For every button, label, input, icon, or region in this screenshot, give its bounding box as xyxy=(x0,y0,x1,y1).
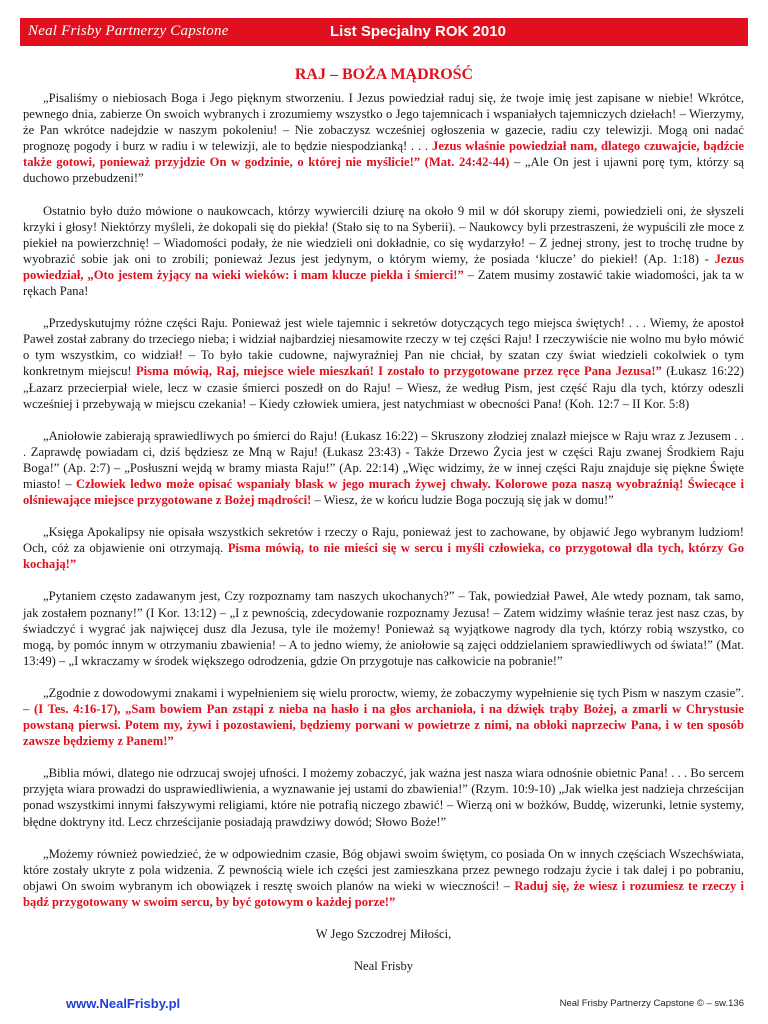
paragraph-3 xyxy=(23,315,744,412)
paragraph-8 xyxy=(23,765,744,829)
text-run: „Możemy również powiedzieć, że w odpowiednim czasie, Bóg objawi swoim świętym, co posiada On w innych częściach Wszechświata, które zostały ukryte z pola widzenia. Z pewnością wiele ich części jest zamieszkana przez pewnego rodzaju życie i tak dalej i po pobraniu, objawi On swoim wybranym ich obowiązek i resztę swoich planów na wieki w wieczności! – xyxy=(23,846,744,893)
brand-title: Neal Frisby Partnerzy Capstone xyxy=(28,23,229,39)
text-run: – Wiesz, że w końcu ludzie Boga poczują się jak w domu!” xyxy=(311,493,614,508)
paragraph-6 xyxy=(23,588,744,668)
paragraph-9 xyxy=(23,846,744,910)
closing-line: W Jego Szczodrej Miłości, xyxy=(315,927,452,942)
paragraph-4 xyxy=(23,428,744,508)
paragraph-2 xyxy=(23,203,744,300)
paragraph-1 xyxy=(23,90,744,187)
text-run: „Pisaliśmy o niebiosach Boga i Jego pięknym stworzeniu. I Jezus powiedział raduj się, że twoje imię jest zapisane w niebie! Wkrótce, pewnego dnia, zabierze On swoich wybranych i zrozumiemy wszystko o Jego tajemnicach i wspaniałych tajemniczych dziełach! – Wierzymy, że Pan wkrótce nadejdzie w naszym pokoleniu! – Nie zobaczysz wcześniej ogłoszenia w gazecie, radiu czy telewizji. Mogą oni nadać prognozę pogody i burz w radiu i w telewizji, ale to będzie niespodzianką! . . . xyxy=(23,91,744,154)
text-run: „Biblia mówi, dlatego nie odrzucaj swojej ufności. I możemy zobaczyć, jak ważna jest nasza wiara odnośnie obietnic Pana! . . . Bo sercem przyjęta wiara prowadzi do usprawiedliwienia, a wyznawanie jej ustami do zbawienia!” (Rzym. 10:9-10) „Jak wielka jest nadzieja chrześcijan ponad wszystkimi innymi fałszywymi religiami, które nie potrafią niczego zbawić! – Wierzą oni w bożków, Buddę, wizerunki, letnie systemy, błędne doktryny itd. Lecz chrześcijanie posiadają prawdziwy dowód; Słowo Boże!” xyxy=(23,766,744,829)
highlight-text: Pisma mówią, to nie mieści się w sercu i myśli człowieka, co przygotował dla tych, którzy Go kochają!” xyxy=(23,541,744,572)
text-run: – Zatem musimy zostawić takie wiadomości, jak ta w rękach Pana! xyxy=(23,267,744,299)
website-link[interactable]: www.NealFrisby.pl xyxy=(66,996,181,1011)
highlight-text: Jezus powiedział, „Oto jestem żyjący na wieki wieków: i mam klucze piekła i śmierci!” xyxy=(23,251,744,282)
highlight-text: (I Tes. 4:16-17), „Sam bowiem Pan zstąpi z nieba na hasło i na głos archanioła, i na dźwięk trąby Bożej, a zmarli w Chrystusie powstaną pierwsi. Potem my, żywi i pozostawieni, będziemy porwani w powietrze z nimi, na obłoki naprzeciw Pana, i w ten sposób zawsze będziemy z Panem!” xyxy=(23,702,744,749)
letter-title: List Specjalny ROK 2010 xyxy=(330,23,506,40)
highlight-text: Człowiek ledwo może opisać wspaniały blask w jego murach żywej chwały. Kolorowe poza naszą wyobraźnią! Świecące i olśniewające miejsce przygotowane z Bożej mądrości! xyxy=(23,476,744,508)
text-run: „Aniołowie zabierają sprawiedliwych po śmierci do Raju! (Łukasz 16:22) – Skruszony złodziej znalazł miejsce w Raju wraz z Jezusem . . . Zaprawdę powiadam ci, dziś będziesz ze Mną w Raju! (Łukasz 23:43) - Także Drzewo Życia jest w części Raju zwanej Środkiem Raju Boga!” (Ap. 2:7) – „Posłuszni wejdą w bramy miasta Raju!” (Ap. 22:14) „Więc widzimy, że w innej części Raju znajduje się piękne Święte miasto! – xyxy=(23,428,744,491)
text-run: – „Ale On jest i ujawni porę tym, którzy są duchowo przebudzeni!” xyxy=(23,155,744,186)
copyright-note: Neal Frisby Partnerzy Capstone © – sw.136 xyxy=(559,998,744,1009)
highlight-text: Pisma mówią, Raj, miejsce wiele mieszkań! I zostało to przygotowane przez ręce Pana Jezusa!” xyxy=(135,364,662,379)
text-run: „Księga Apokalipsy nie opisała wszystkich sekretów i rzeczy o Raju, ponieważ jest to zachowane, by objawić Jego wybranym ludziom! Och, cóż za objawienie oni otrzymają. xyxy=(23,525,744,556)
highlight-text: Jezus właśnie powiedział nam, dlatego czuwajcie, bądźcie także gotowi, ponieważ przyjdzie On w godzinie, o której nie myślicie!” (Mat. 24:42-44) xyxy=(23,139,744,170)
text-run: „Przedyskutujmy różne części Raju. Ponieważ jest wiele tajemnic i sekretów dotyczących tego miejsca świętych! . . . Wiemy, że apostoł Paweł został zabrany do trzeciego nieba; i widział najbardziej niesamowite rzeczy w tej części Raju! I rzeczywiście nie wolno mu było mówić o tym wszystkim, co widział! – To było takie cudowne, najwyraźniej Pan nie chciał, by szatan czy świat wiedzieli cokolwiek o tym konkretnym miejscu! xyxy=(23,316,744,379)
text-run: Ostatnio było dużo mówione o naukowcach, którzy wywiercili dziurę na około 9 mil w dół skorupy ziemi, powiedzieli oni, że słyszeli krzyki i głosy! Niektórzy myśleli, że dokopali się do piekła! (Stało się to na Syberii). – Naukowcy byli przestraszeni, że wypuścili złe moce z piekieł na powierzchnię! – Wiadomości podały, że nie wiedzieli oni dokładnie, co się wydarzyło! – Z jednej strony, jest to trochę trudne by wyobrazić sobie jak oni to zrobili; ponieważ Jezus jest jedynym, o którym wiemy, że posiada ‘klucze’ do piekieł! (Ap. 1:18) - xyxy=(23,203,744,266)
text-run: „Pytaniem często zadawanym jest, Czy rozpoznamy tam naszych ukochanych?” – Tak, powiedział Paweł, Ale wtedy poznam, tak samo, jak zostałem poznany!” (I Kor. 13:12) – „I z pewnością, zdecydowanie rozpoznamy Jezusa! – Zatem widzimy właśnie teraz jest nasz czas, by świadczyć i wygrać jak najwięcej dusz dla Jezusa, tyle ile możemy! Ponieważ są wyjątkowe nagrody dla tych, którzy robią wszystko, co mogą, by pomóc innym w otrzymaniu zbawienia! – A to jedno wiemy, że aniołowie są zajęci oddzielaniem sprawiedliwych od świata!” (Mat. 13:49) – „I wkraczamy w środek większego odrodzenia, gdzie On przygotuje nas całkowicie na pobranie!” xyxy=(23,589,744,668)
paragraph-7 xyxy=(23,685,744,749)
header-banner xyxy=(20,18,748,46)
paragraph-5 xyxy=(23,524,744,572)
signature: Neal Frisby xyxy=(353,959,414,974)
highlight-text: Raduj się, że wiesz i rozumiesz te rzeczy i bądź przygotowany w swoim sercu, by być gotowym o każdej porze!” xyxy=(23,878,744,909)
page-heading: RAJ – BOŻA MĄDROŚĆ xyxy=(294,66,474,83)
text-run: „Zgodnie z dowodowymi znakami i wypełnieniem się wielu proroctw, wiemy, że zobaczymy wypełnienie się tych Pism w naszym czasie”. – xyxy=(23,685,744,716)
text-run: (Łukasz 16:22) „Łazarz przecierpiał wiele, lecz w czasie śmierci poszedł on do Raju! – Wiesz, że według Pism, jest część Raju dla tych, którzy odeszli wcześniej i przebywają w miejscu czekania! – Kiedy człowiek umiera, jest natychmiast w obecności Pana! (Koh. 12:7 – II Kor. 5:8) xyxy=(23,364,744,411)
letter-body xyxy=(23,90,744,990)
